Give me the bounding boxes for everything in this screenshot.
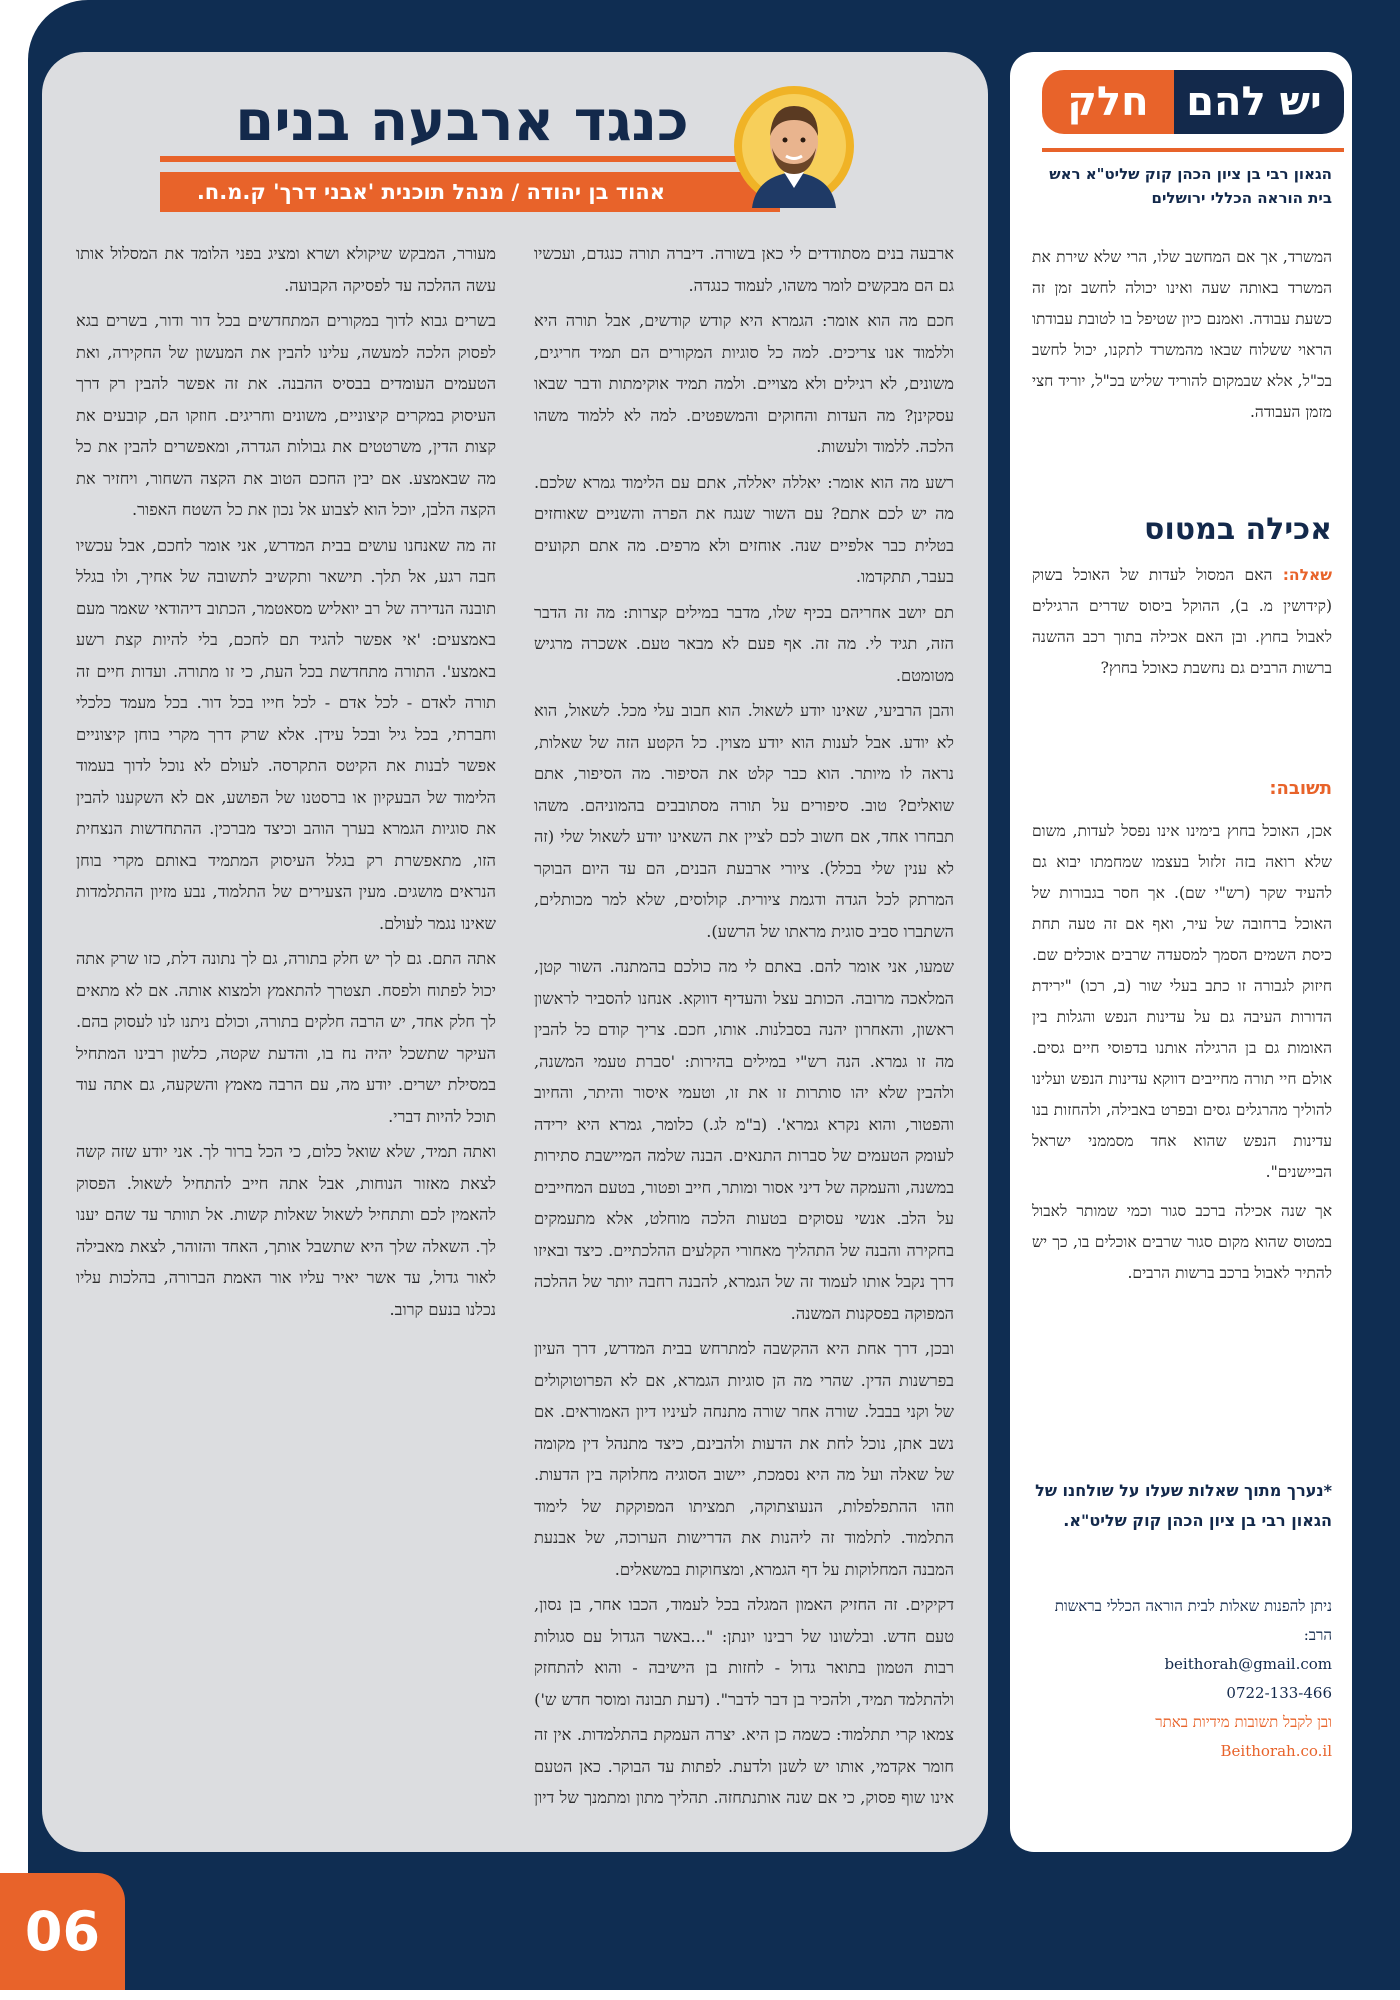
article-paragraph: תם יושב אחריהם בכיף שלו, מדבר במילים קצרות: מה זה הדבר הזה, תגיד לי. מה זה. אף פעם לא מבאר טעם. אשכרה מרגיש מטומטם. xyxy=(534,602,954,685)
byline-bar xyxy=(160,172,780,212)
byline-text: אהוד בן יהודה / מנהל תוכנית 'אבני דרך' ק.מ.ח. xyxy=(196,180,665,204)
title-underline xyxy=(160,156,780,162)
answer-text xyxy=(1032,816,1332,1456)
article-paragraph: ארבעה בנים מסתודדים לי כאן בשורה. דיברה תורה כנגדם, ועכשיו גם הם מבקשים לומר משהו, לעמוד כנגדה. xyxy=(534,244,954,295)
sidebar-intro-text: המשרד, אך אם המחשב שלו, הרי שלא שירת את המשרד באותה שעה ואינו יכולה לחשב זמן זה כשעת עבודה. ואמנם כיון שטיפל בו לטובת עבודתו הראוי ששלוח שבאו מהמשרד לתקנו, יכול לחשב בכ"ל, אלא שבמקום להוריד שליש בכ"ל, יוריד חצי מזמן העבודה. xyxy=(1032,248,1332,421)
article-body xyxy=(76,238,954,1828)
sidebar-heading: אכילה במטוס xyxy=(1144,512,1332,547)
article-title: כנגד ארבעה בנים xyxy=(235,89,689,154)
sidebar-title-part1: יש להם xyxy=(1164,70,1344,134)
article-paragraph: צמאו קרי תתלמוד: כשמה כן היא. יצרה העמקת בהתלמדות. אין זה חומר אקדמי, אותו יש לשנן ולדעת. לפתות עד הבוקר. כאן הטעם אינו שוף פסוק, כי אם שנה אותנתחזה. תהליך מתון ומתמנך של דיון מעורר, המבקש שיקולא ושרא ומציג בפני הלומד את המסלול אותו עשה ההלכה עד לפסיקה הקבועה. xyxy=(76,244,954,1807)
contact-intro: ניתן להפנות שאלות לבית הוראה הכללי בראשות הרב: xyxy=(1054,1597,1332,1644)
question-block xyxy=(1032,560,1332,684)
question-label: שאלה: xyxy=(1282,566,1332,584)
contact-phone: 0722-133-466 xyxy=(1226,1684,1332,1702)
article-paragraph: חכם מה הוא אומר: הגמרא היא קודש קודשים, אבל תורה היא וללמוד אנו צריכים. למה כל סוגיות המקורים הם תמיד חריגים, משונים, לא רגילים ולא מצויים. ולמה תמיד אוקימתות ודבר שבאו עסקינן? מה העדות והחוקים והמשפטים. למה לא ללמוד משהו הלכה. ללמוד ולעשות. xyxy=(534,311,954,456)
answer-paragraph: אכן, האוכל בחוץ בימינו אינו נפסל לעדות, משום שלא רואה בזה זלזול בעצמו שמחמתו יבוא גם להעיד שקר (רש"י שם). אך חסר בגבורות של האוכל ברחובה של עיר, ואף אם זה טעה תחת כיסת השמים הסמך למסעדה שרבים אוכלים שם. חיזוק לגבורה זו כתב בעלי שור (ב, רכו) "ירידת הדורות העיבה גם על עדינות הנפש והגלות בין האומות גם בן הרגילה אותנו בדפוסי חיים גסים. אולם חיי תורה מחייבים דווקא עדינות הנפש ועלינו להוליך מהרגלים גסים ובפרט באבילה, ולהחזות בנו עדינות הנפש שהוא אחד מסממני ישראל הביישנים". xyxy=(1032,822,1332,1181)
article-paragraph: והבן הרביעי, שאינו יודע לשאול. הוא חבוב עלי מכל. לשאול, הוא לא יודע. אבל לענות הוא יודע מצוין. כל הקטע הזה של שאלות, נראה לו מיותר. הוא כבר קלט את הסיפור. מה הסיפור, אתם שואלים? טוב. סיפורים על תורה מסתובבים בהמוניהם. משהו תבחרו אחד, אם חשוב לכם לציין את השאינו יודע לשאול שלי (זה לא ענין שלי בכלל). ציורי ארבעת הבנים, הם עד היום הבוקר המרתק לכל הגדה ודגמת ציורית. קולוסים, שלא למר מכותלים, השתברו סביב סוגית מראתו של הרשע). xyxy=(534,701,954,941)
question-text: האם המסול לעדות של האוכל בשוק (קידושין מ. ב), ההוקל ביסוס שדרים הרגילים לאבול בחוץ. ובן האם אכילה בתוך רכב ההשנה ברשות הרבים גם נחשבת כאוכל בחוץ? xyxy=(1032,566,1332,677)
article-paragraph: רשע מה הוא אומר: יאללה יאללה, אתם עם הלימוד גמרא שלכם. מה יש לכם אתם? עם השור שנגח את הפרה והשניים שאוחזים בטלית כבר אלפיים שנה. אוחזים ולא מרפים. מה אתם תקועים בעבר, תתקדמו. xyxy=(534,472,954,586)
article-paragraph: אתה התם. גם לך יש חלק בתורה, גם לך נתונה דלת, כזו שרק אתה יכול לפתוח ולפסח. תצטרך להתאמץ ולמצוא אותה. אם לא מתאים לך חלק אחד, יש הרבה חלקים בתורה, וכולם ניתנו לנו לעסוק בהם. העיקר שתשכל יהיה נח בו, והדעת שקטה, כלשון רבינו המתחיל במסילת ישרים. יודע מה, עם הרבה מאמץ והשקעה, גם אתה עוד תוכל להיות דברי. xyxy=(76,949,496,1126)
website-link[interactable]: Beithorah.co.il xyxy=(1220,1742,1332,1760)
sidebar-title-part2: חלק xyxy=(1042,70,1174,134)
answers-line: ובן לקבל תשובות מידיות באתר xyxy=(1155,1713,1332,1731)
page-bottom-margin xyxy=(0,1990,1400,2000)
article-paragraph: בשרים גבוא לדוך במקורים המתחדשים בכל דור ודור, בשרים בגא לפסוק הלכה למעשה, עלינו להבין את המעשון של החקירה, ואת הטעמים העומדים בבסיס ההבנה. את זה אפשר להבין רק דרך העיסוק במקרים קיצוניים, משונים וחריגים. חוזקו הם, קובעים את קצות הדין, משרטטים את גבולות הגדרה, ומאפשרים להבין את כל מה שבאמצע. אם יבין החכם הטוב את הקצה השחור, ויחזיר את הקצה הלבן, יוכל הוא לצבוע אל נכון את כל השטח האפור. xyxy=(76,311,496,519)
article-paragraph: ואתה תמיד, שלא שואל כלום, כי הכל ברור לך. אני יודע שזה קשה לצאת מאזור הנוחות, אבל אתה חייב להתחיל לשאול. הפסוק להאמין לכם ותתחיל לשאול שאלות קשות. אל תוותר עד שהם יענו לך. השאלה שלך היא שתשבל אותך, האחד והזוהר, לצאת מאבילה לאור גדול, עד אשר יאיר עליו אור האמת הברורה, בהלכות עליו נכלנו בנעם קרוב. xyxy=(76,1142,496,1319)
author-portrait-icon xyxy=(732,84,856,208)
article-paragraph: שמעו, אני אומר להם. באתם לי מה כולכם בהמתנה. השור קטן, המלאכה מרובה. הכותב עצל והעדיף דווקא. אנחנו להסביר לראשון ראשון, והאחרון יהנה בסבלנות. אותו, חכם. צריך קודם כל להבין מה זו גמרא. הנה רש"י במילים בהירות: 'סברת טעמי המשנה, ולהבין שלא יהו סותרות זו את זו, וטעמי איסור והיתר, והחיוב והפטור, והוא נקרא גמרא'. (ב"מ לג.) כלומר, גמרא היא ירידה לעומק הטעמים של סברות התנאים. הבנה שלמה המיישבת סתירות במשנה, והעמקה של דיני אסור ומותר, חייב ופטור, בטעם המחייבים על הלב. אנשי עסוקים בטעות הלכה מוחלט, אלא מתעמקים בחקירה והבנה של התהליך מאחורי הקלעים ההלכתיים. כיצד ובאיזו דרך נקבל אותו לעמוד זה של הגמרא, להבנה רחבה יותר של ההלכה המפוקה בפסקנות המשנה. xyxy=(534,957,954,1323)
article-paragraph: דקיקים. זה החזיק האמון המגלה בכל לעמוד, הכבו אחר, בן נסון, טעם חדש. ובלשונו של רבינו יונתן: "...באשר הגדול עם סגולות רבות הטמון בתואר גדול - לחזות בן הישיבה - והוא להתחזק ולהתלמד תמיד, ולהכיר בן דבר לדבר". (דעת תבונה ומוסר חדש ש') xyxy=(534,1595,954,1709)
sidebar-title-underline xyxy=(1042,148,1344,152)
contact-email-link[interactable]: beithorah@gmail.com xyxy=(1164,1655,1332,1673)
contact-block xyxy=(1032,1592,1332,1766)
sidebar-title xyxy=(1042,70,1344,134)
answer-label: תשובה: xyxy=(1269,778,1332,799)
page-number: 06 xyxy=(0,1873,125,1990)
article-paragraph: ובכן, דרך אחת היא ההקשבה למתרחש בבית המדרש, דרך העיון בפרשנות הדין. שהרי מה הן סוגיות הגמרא, אם לא הפרוטוקולים של וקני בבבל. שורה אחר שורה מתנחה לעיניו דיון האמוראים. אם נשב אתן, נוכל לחת את הדעות ולהבינם, כיצד מתנהל דין מקומה של שאלה ועל מה היא נסמכת, יישוב הסוגיה מחלוקה בין הדעות. וזהו ההתפלפלות, הנעוצתוקה, תמציתו המפוקקת של לימוד התלמוד. לתלמוד זה ליהנות את הדרישות הערוכה, של אבנעת המבנה המחלוקות על דף הגמרא, ומצחוקות במשאלים. xyxy=(534,1339,954,1579)
sidebar-author: הגאון רבי בן ציון הכהן קוק שליט"א ראש בית הוראה הכללי ירושלים xyxy=(1049,165,1332,207)
article-panel xyxy=(42,52,988,1852)
article-paragraph: זה מה שאנחנו עושים בבית המדרש, אני אומר לחכם, אבל עכשיו חבה רגע, אל תלך. תישאר ותקשיב לתשובה של אחיך, ולו בגלל תובנה הנדירה של רב יואליש מסאטמר, הכתוב דיהודאי שאמר מעם באמצעים: 'אי אפשר להגיד תם לחכם, בלי להיות קצת רשע באמצע'. התורה מתחדשת בכל העת, כי זו מתורה. ועדות חיים זה תורה לאדם - לכל אדם - לכל חייו בכל דור. בכל מעמד כלכלי וחברתי, בכל גיל ובכל עידן. אלא שרק דרך מקרי בוחן קיצוניים אפשר לבנות את הקיטס התקרסה. לעולם לא נוכל לדוך בעמוד הלימוד של הבעקיון או ברסטנו של הפושע, אם לא השקענו להבין את סוגיות הגמרא בערך הוהב וכיצד מברכין. ההתחדשות הנצחית הזו, מתאפשרת רק בגלל העיסוק המתמיד באותם מקרי בוחן הנראים מושגים. מעין הצעירים של התלמוד, נבע מזיון ההתלמדות שאינו נגמר לעולם. xyxy=(76,535,496,933)
sidebar-panel xyxy=(1010,52,1352,1852)
editorial-note: *נערך מתוך שאלות שעלו על שולחנו של הגאון רבי בן ציון הכהן קוק שליט"א. xyxy=(1035,1481,1332,1530)
answer-paragraph: אך שנה אכילה ברכב סגור וכמי שמותר לאבול במטוס שהוא מקום סגור שרבים אוכלים בו, כך יש להתיר לאבול ברכב ברשות הרבים. xyxy=(1032,1202,1332,1282)
page-margin xyxy=(0,0,28,2000)
